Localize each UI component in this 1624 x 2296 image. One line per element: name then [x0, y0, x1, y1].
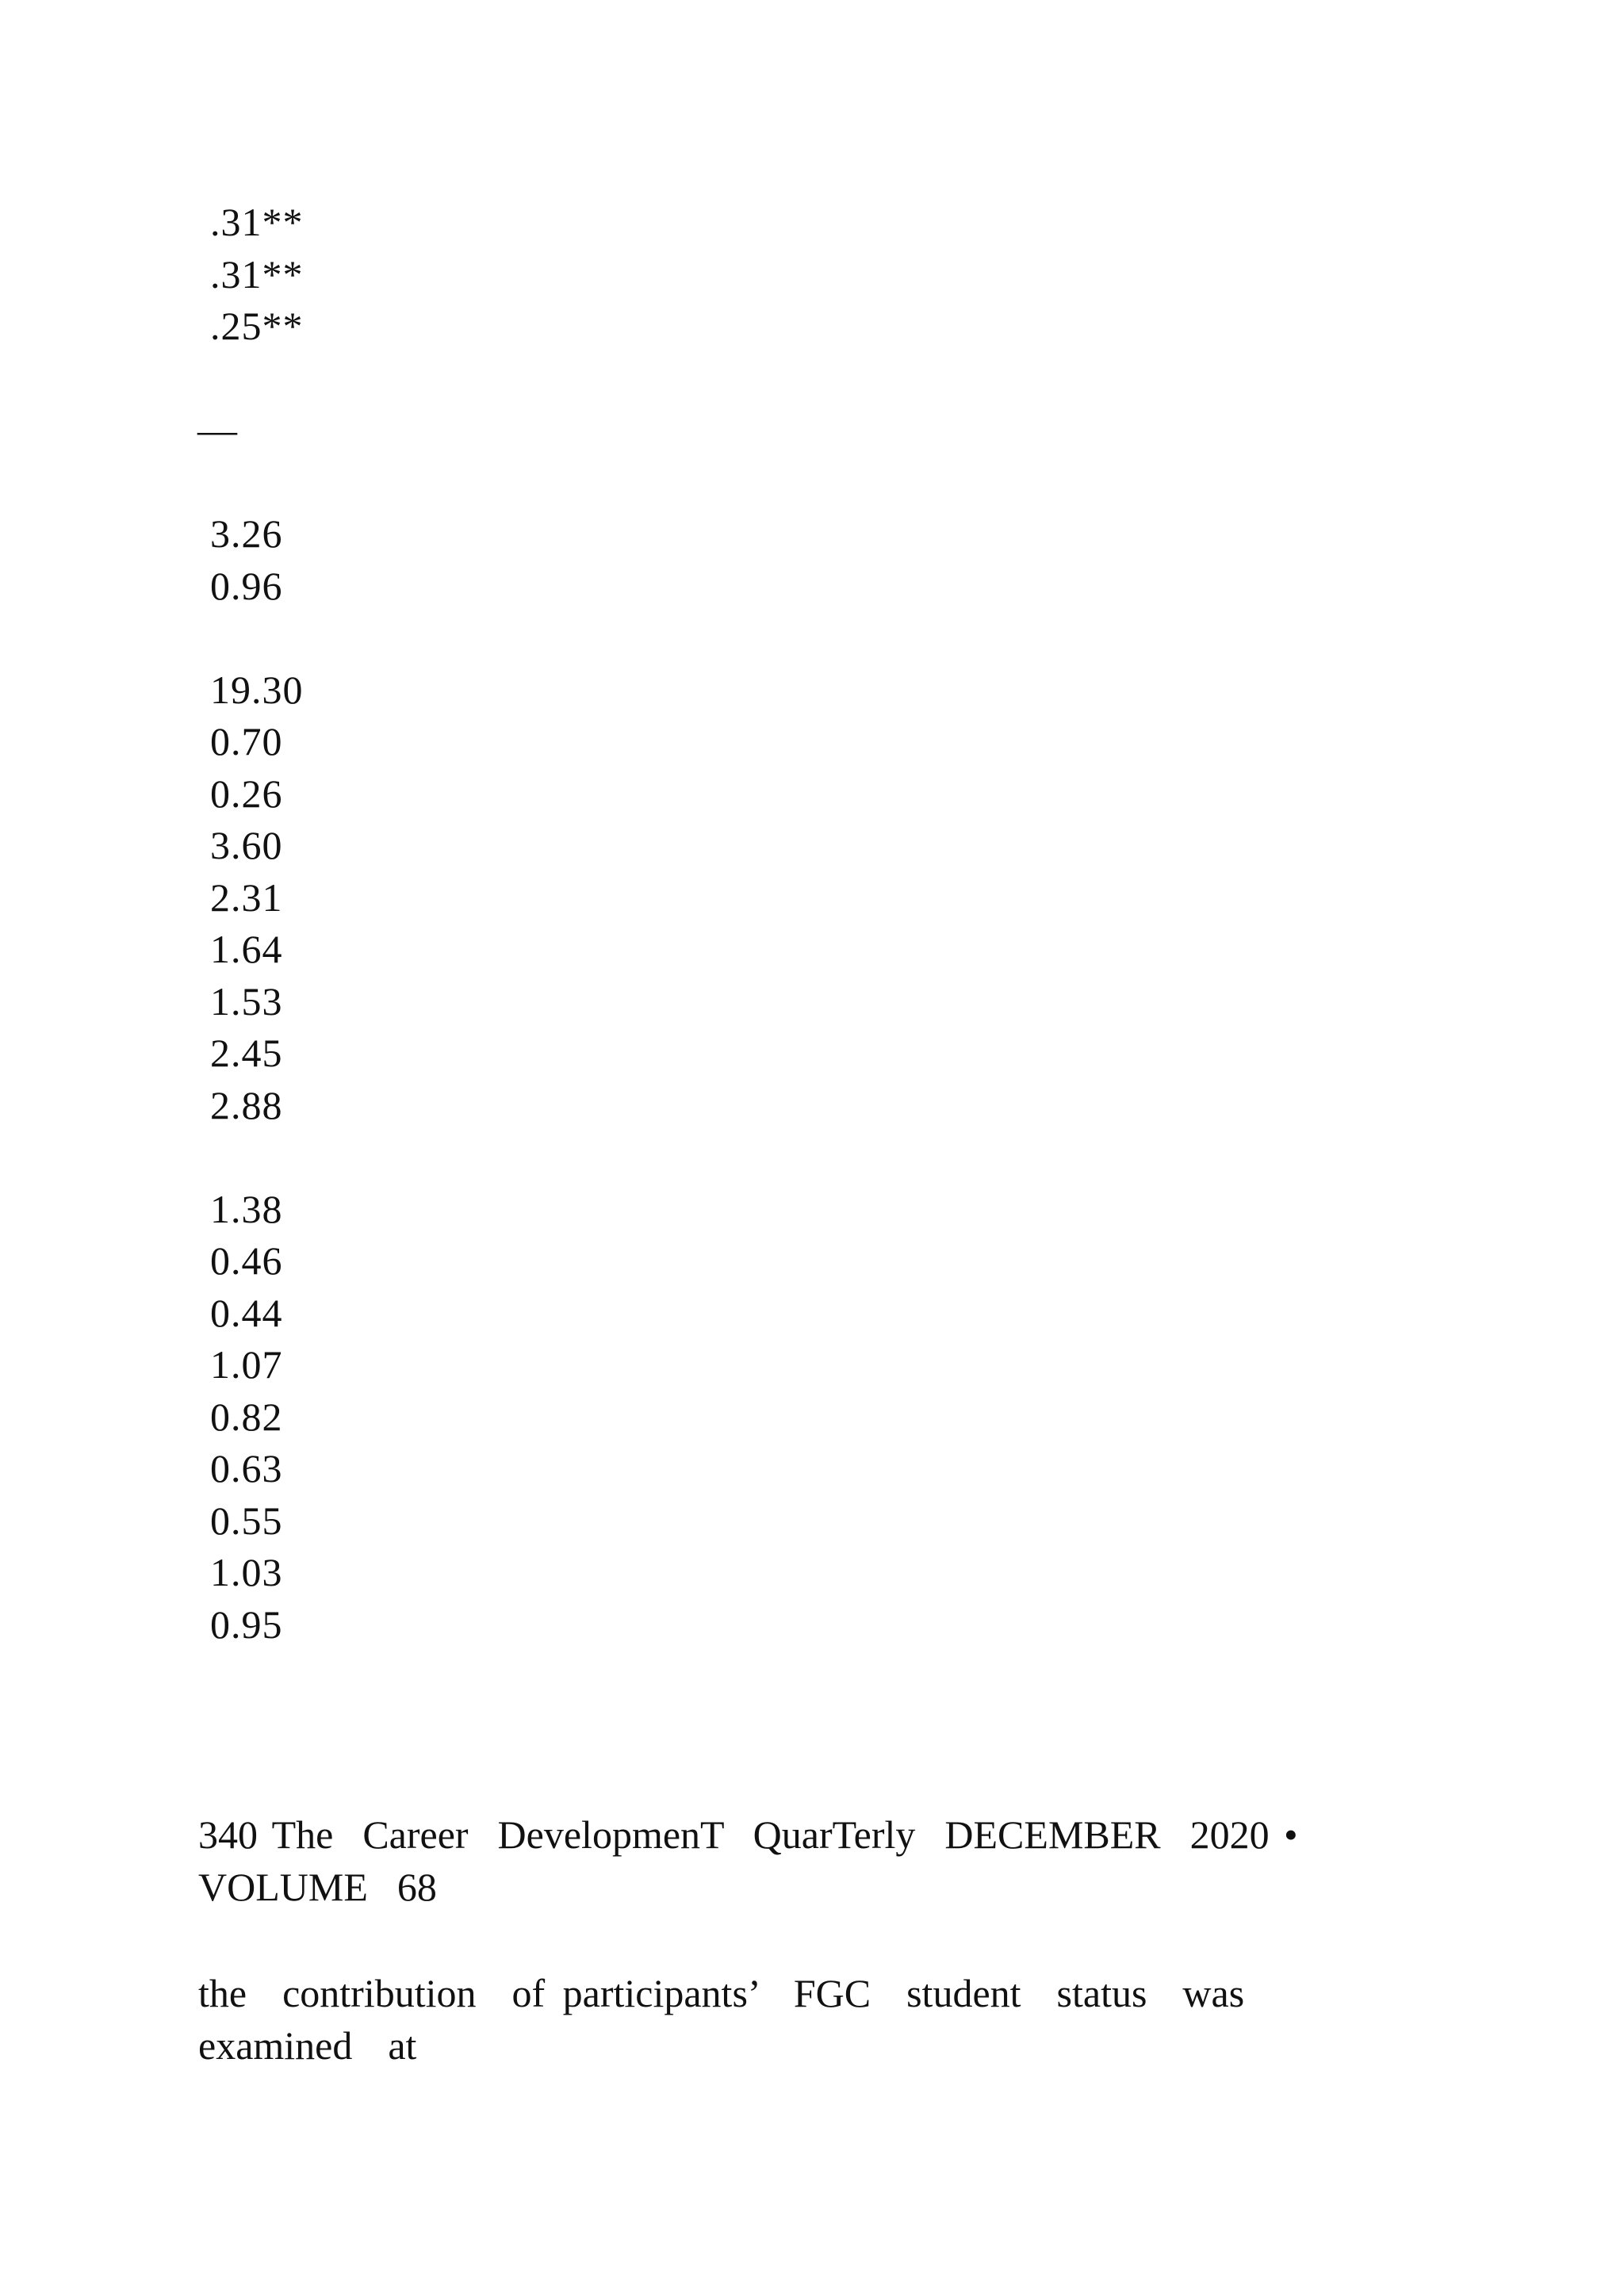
- sd-value: 0.96: [210, 563, 283, 608]
- running-footer: [198, 1809, 1435, 1913]
- footer-line: VOLUME 68: [198, 1864, 437, 1909]
- sd-value: 0.63: [210, 1446, 283, 1490]
- mean-value: 3.60: [210, 823, 283, 867]
- body-line: the contribution of participants’ FGC student status was: [198, 1971, 1245, 2015]
- correlation-value: .31**: [210, 200, 304, 244]
- sd-value: 0.46: [210, 1238, 283, 1283]
- body-line: examined at: [198, 2022, 417, 2068]
- blank-line: [210, 612, 304, 664]
- sd-value: 0.82: [210, 1394, 283, 1439]
- blank-line: [210, 1131, 304, 1184]
- em-dash: —: [197, 408, 237, 452]
- mean-value: 0.26: [210, 771, 283, 816]
- correlation-value: .31**: [210, 251, 304, 297]
- sd-value: 1.07: [210, 1342, 283, 1387]
- blank-line: [210, 353, 304, 405]
- mean-value: 19.30: [210, 667, 304, 712]
- sd-value: 0.55: [210, 1498, 283, 1543]
- sd-value: 1.38: [210, 1186, 283, 1231]
- sd-value: 1.03: [210, 1550, 283, 1594]
- blank-line: [210, 457, 304, 509]
- body-paragraph: [198, 1968, 1435, 2072]
- sd-value: 0.95: [210, 1601, 283, 1647]
- mean-value: 2.88: [210, 1082, 283, 1127]
- mean-value: 1.53: [210, 978, 283, 1024]
- mean-value: 0.70: [210, 719, 283, 763]
- mean-value: 2.45: [210, 1031, 283, 1075]
- sd-value: 0.44: [210, 1290, 283, 1335]
- mean-value: 2.31: [210, 874, 283, 920]
- table-values-column: [197, 197, 304, 1651]
- mean-value: 3.26: [210, 511, 283, 556]
- correlation-value: .25**: [210, 304, 304, 348]
- footer-line: 340 The Career DevelopmenT QuarTerly DECEMBER 2020 •: [198, 1812, 1298, 1857]
- mean-value: 1.64: [210, 927, 283, 971]
